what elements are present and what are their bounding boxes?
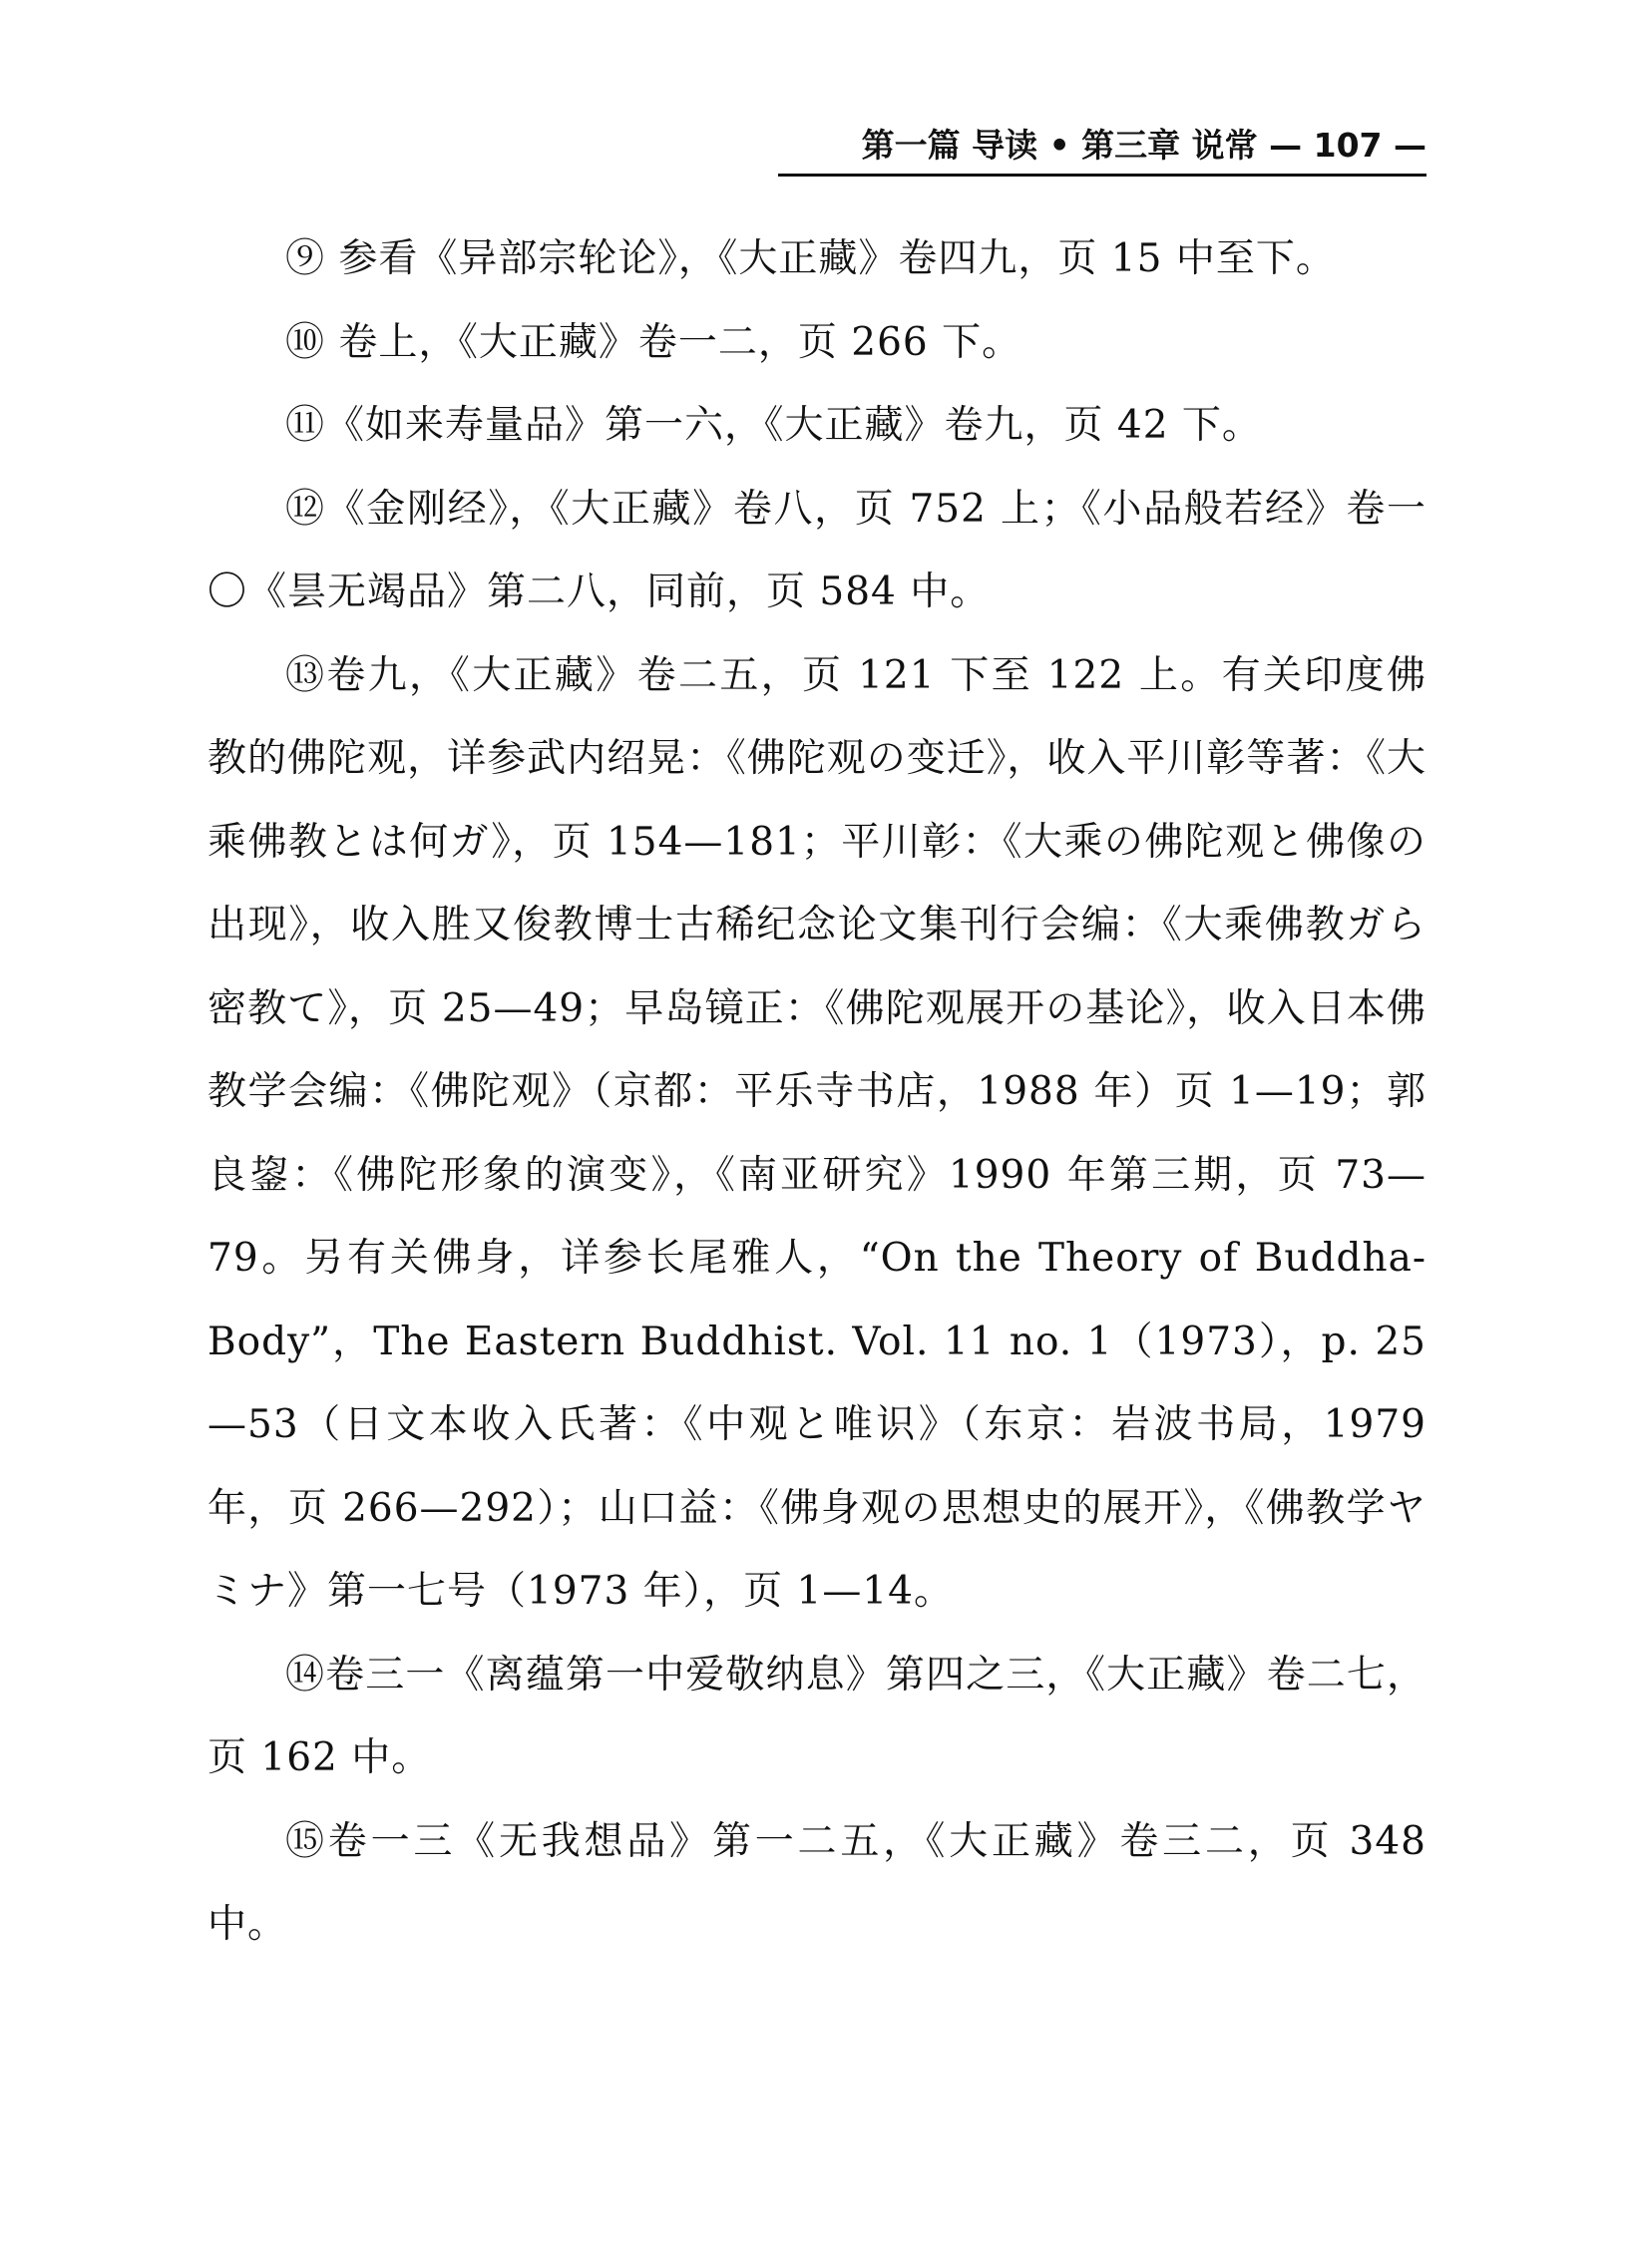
footnote-9: ⑨ 参看《异部宗轮论》，《大正藏》卷四九，页 15 中至下。 bbox=[285, 236, 1336, 281]
footnote-11: ⑪《如来寿量品》第一六，《大正藏》卷九，页 42 下。 bbox=[285, 403, 1262, 448]
footnote-12: ⑫《金刚经》，《大正藏》卷八，页 752 上；《小品般若经》卷一〇《昙无竭品》第二八，同前，页 584 中。 bbox=[207, 486, 1426, 614]
footnotes-section bbox=[207, 217, 1426, 1967]
footnote-15: ⑮卷一三《无我想品》第一二五，《大正藏》卷三二，页 348 中。 bbox=[207, 1818, 1426, 1947]
footnote-10: ⑩ 卷上，《大正藏》卷一二，页 266 下。 bbox=[285, 319, 1022, 365]
footnote-14: ⑭卷三一《离蕴第一中爱敬纳息》第四之三，《大正藏》卷二七，页 162 中。 bbox=[207, 1652, 1426, 1780]
footnote-13: ⑬卷九，《大正藏》卷二五，页 121 下至 122 上。有关印度佛教的佛陀观，详参武内绍晃：《佛陀观の变迁》，收入平川彰等著：《大乘佛教とは何ガ》，页 154—181；平川彰：《大乘の佛陀观と佛像の出现》，收入胜又俊教博士古稀纪念论文集刊行会编：《大乘佛教ガら密教て》，页 25—49；早岛镜正：《佛陀观展开の基论》，收入日本佛教学会编：《佛陀观》（京都：平乐寺书店，1988 年）页 1—19；郭良鋆：《佛陀形象的演变》，《南亚研究》1990 年第三期，页 73—79。另有关佛身，详参长尾雅人，“On the Theory of Buddha-Body”，The Eastern Buddhist. Vol. 11 no. 1（1973），p. 25—53（日文本收入氏著：《中观と唯识》（东京：岩波书局，1979 年，页 266—292）；山口益：《佛身观の思想史的展开》，《佛教学ヤミナ》第一七号（1973 年），页 1—14。 bbox=[207, 652, 1426, 1614]
running-header: 第一篇 导读 • 第三章 说常 — 107 — bbox=[778, 118, 1426, 177]
